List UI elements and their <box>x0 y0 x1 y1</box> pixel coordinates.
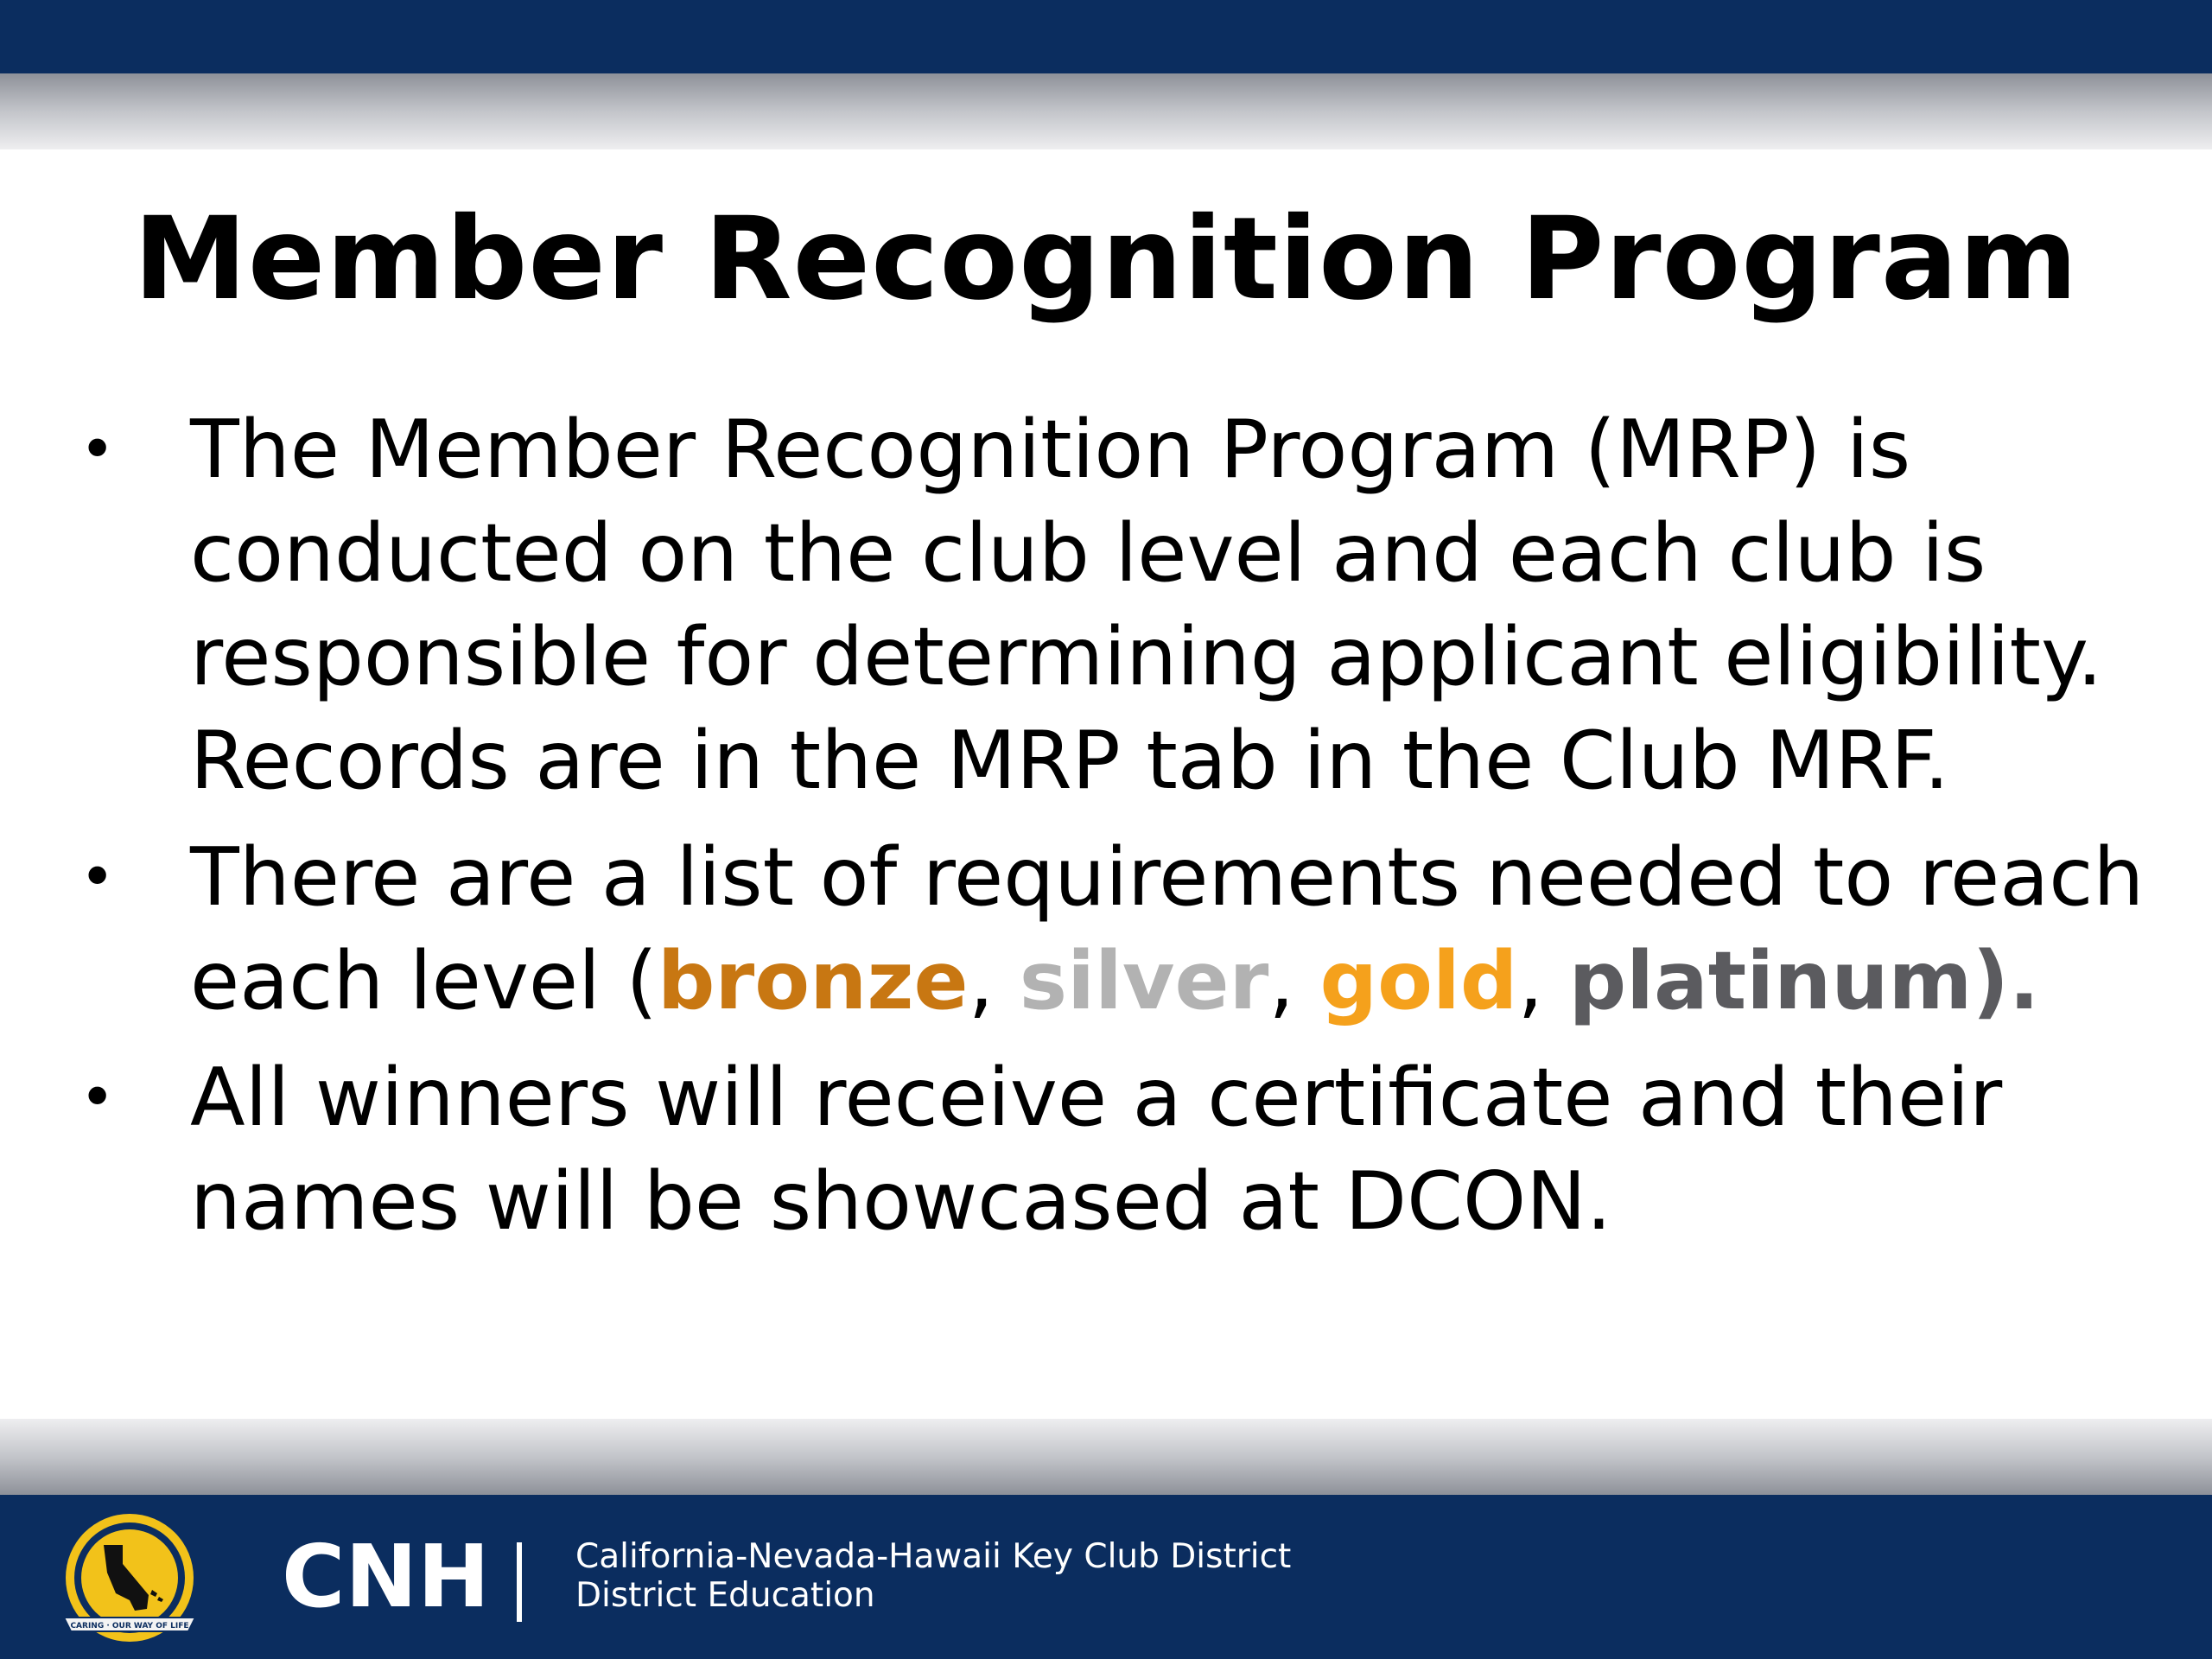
bullet-marker: • <box>79 414 116 485</box>
bullet-text: All winners will receive a certificate and their names will be showcased at DCON. <box>190 1051 2003 1248</box>
bullet-item-winners <box>69 1046 2203 1253</box>
bullet-marker: • <box>79 1062 116 1133</box>
level-silver: silver <box>1019 934 1269 1027</box>
bottom-gradient-band <box>0 1419 2212 1495</box>
top-header-bar <box>0 0 2212 73</box>
district-department: District Education <box>575 1576 875 1615</box>
key-club-logo-icon <box>59 1510 200 1652</box>
level-gold: gold <box>1319 934 1518 1027</box>
bullet-item-levels <box>69 825 2203 1033</box>
bullet-list <box>69 397 2203 1266</box>
brand-cnh: CNH <box>282 1526 490 1627</box>
bullet-text: The Member Recognition Program (MRP) is conducted on the club level and each club is responsible for determining applicant eligibility. Records are in the MRP tab in the Club MRF. <box>190 403 2103 807</box>
level-separator: , <box>1268 934 1320 1027</box>
bullet-marker: • <box>79 842 116 912</box>
bullet-item-mrp-overview <box>69 397 2203 812</box>
bullet-text: There are a list of requirements needed to reach each level ( <box>190 830 2145 1027</box>
level-bronze: bronze <box>657 934 969 1027</box>
footer-divider <box>517 1542 522 1622</box>
level-separator: , <box>968 934 1020 1027</box>
top-gradient-band <box>0 73 2212 149</box>
district-name: California-Nevada-Hawaii Key Club District <box>575 1537 1292 1576</box>
level-platinum: platinum <box>1568 934 1973 1027</box>
slide-title: Member Recognition Program <box>133 193 2079 326</box>
level-separator: , <box>1517 934 1569 1027</box>
logo-motto: CARING · OUR WAY OF LIFE <box>70 1622 189 1630</box>
bullet-text-end: ). <box>1972 934 2040 1027</box>
